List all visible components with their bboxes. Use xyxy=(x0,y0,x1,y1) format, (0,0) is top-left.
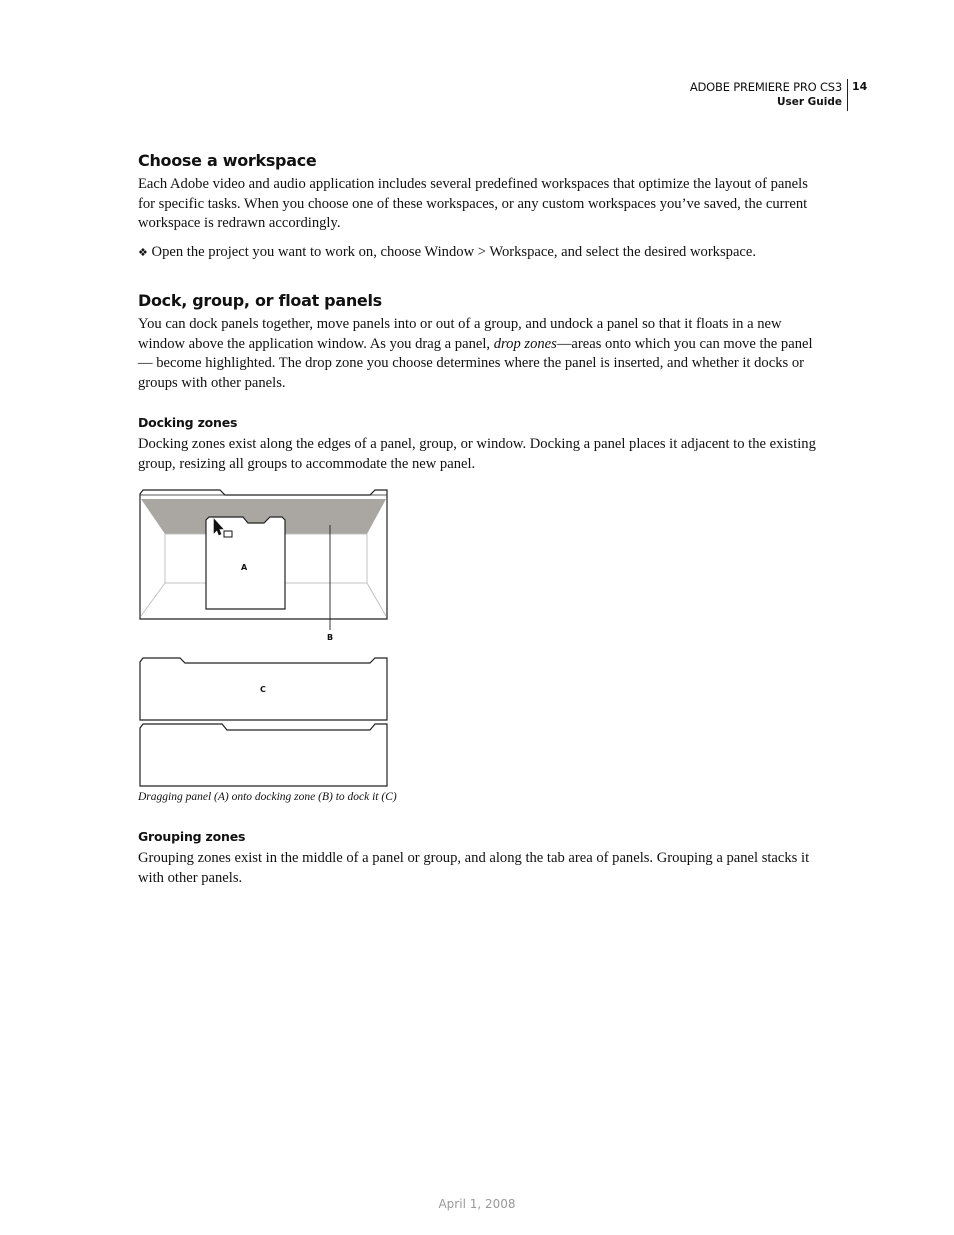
paragraph-dock xyxy=(138,315,818,393)
heading-dock-group-float: Dock, group, or float panels xyxy=(138,291,382,310)
paragraph-docking-zones: Docking zones exist along the edges of a panel, group, or window. Docking a panel places it adjacent to the existing group, resizing all groups to accommodate the new panel. xyxy=(138,436,816,472)
docked-panel-lower xyxy=(140,724,387,786)
paragraph-grouping-zones: Grouping zones exist in the middle of a panel or group, and along the tab area of panels. Grouping a panel stacks it with other panels. xyxy=(138,850,810,886)
cursor-folder-icon xyxy=(224,531,232,537)
header-divider xyxy=(847,79,848,111)
running-header-product: ADOBE PREMIERE PRO CS3 xyxy=(689,80,842,94)
label-c: C xyxy=(260,685,266,694)
dock-text-part1: You can dock panels together, move panels into or out of a group, and undock a panel so that it floats in a new window above the application window. As you drag a panel, xyxy=(138,316,782,352)
heading-docking-zones: Docking zones xyxy=(138,415,238,430)
label-a: A xyxy=(241,563,248,572)
heading-grouping-zones: Grouping zones xyxy=(138,829,246,844)
label-b: B xyxy=(327,633,334,642)
drop-zones-term: drop zones xyxy=(493,335,557,352)
dock-text-part2: —areas onto which you can move the panel— become highlighted. The drop zone you choose determines where the panel is inserted, and whether it docks or groups with other panels. xyxy=(138,335,813,391)
figure-caption: Dragging panel (A) onto docking zone (B) to dock it (C) xyxy=(138,791,397,803)
step-bullet-icon: ❖ xyxy=(138,246,148,259)
running-header-guide: User Guide xyxy=(776,96,842,108)
step-text: Open the project you want to work on, choose Window > Workspace, and select the desired workspace. xyxy=(151,244,757,260)
procedure-step xyxy=(138,243,818,263)
paragraph-workspace: Each Adobe video and audio application includes several predefined workspaces that optimize the layout of panels for specific tasks. When you choose one of these workspaces, or any custom workspaces you’ve saved, the current workspace is redrawn accordingly. xyxy=(138,176,808,231)
page-number: 14 xyxy=(852,80,868,93)
docking-illustration xyxy=(130,480,400,790)
heading-choose-workspace: Choose a workspace xyxy=(138,151,317,170)
footer-date: April 1, 2008 xyxy=(438,1197,516,1211)
